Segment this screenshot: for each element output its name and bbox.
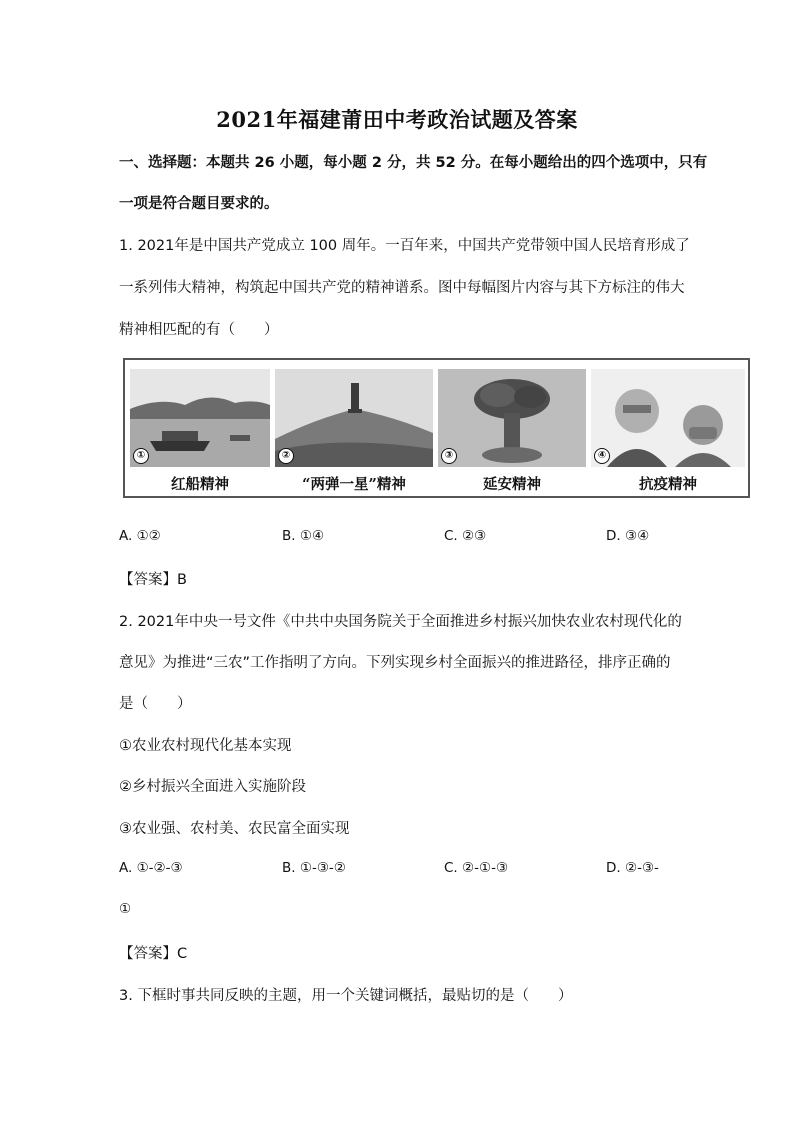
q2-answer: 【答案】C [119, 946, 188, 962]
q1-stem-line2: 一系列伟大精神，构筑起中国共产党的精神谱系。图中每幅图片内容与其下方标注的伟大 [119, 280, 685, 296]
q2-option-d-continued: ① [119, 901, 132, 917]
panel-number: ② [278, 448, 294, 464]
section-heading-line2: 一项是符合题目要求的。 [119, 196, 279, 212]
monument-image [275, 369, 433, 467]
q1-answer: 【答案】B [119, 572, 187, 588]
q1-option-d: D. ③④ [606, 528, 650, 544]
panel-caption: 抗疫精神 [639, 476, 697, 493]
q1-option-a: A. ①② [119, 528, 161, 544]
q2-item-3: ③农业强、农村美、农民富全面实现 [119, 821, 350, 837]
q2-option-c: C. ②-①-③ [444, 860, 509, 876]
q1-option-b: B. ①④ [282, 528, 325, 544]
q1-option-c: C. ②③ [444, 528, 487, 544]
q2-option-a: A. ①-②-③ [119, 860, 183, 876]
q2-item-1: ①农业农村现代化基本实现 [119, 738, 292, 754]
q3-stem-line1: 3. 下框时事共同反映的主题，用一个关键词概括，最贴切的是（ ） [119, 988, 573, 1004]
red-boat-image [130, 369, 270, 467]
q1-stem-line1: 1. 2021年是中国共产党成立 100 周年。一百年来，中国共产党带领中国人民培育形成了 [119, 238, 690, 254]
panel-number: ① [133, 448, 149, 464]
q2-stem-line2: 意见》为推进“三农”工作指明了方向。下列实现乡村全面振兴的推进路径，排序正确的 [119, 655, 671, 671]
section-heading-line1: 一、选择题：本题共 26 小题，每小题 2 分，共 52 分。在每小题给出的四个选项中，只有 [119, 155, 708, 171]
q2-item-2: ②乡村振兴全面进入实施阶段 [119, 779, 306, 795]
q2-option-d: D. ②-③- [606, 860, 659, 876]
panel-caption: 延安精神 [483, 476, 541, 493]
mushroom-cloud-image [438, 369, 586, 467]
panel-number: ③ [441, 448, 457, 464]
anti-epidemic-image [591, 369, 745, 467]
page-title: 2021年福建莆田中考政治试题及答案 [216, 107, 578, 132]
panel-number: ④ [594, 448, 610, 464]
q1-figure [123, 358, 750, 498]
panel-caption: 红船精神 [171, 476, 229, 493]
q1-stem-line3: 精神相匹配的有（ ） [119, 322, 279, 338]
q2-stem-line1: 2. 2021年中央一号文件《中共中央国务院关于全面推进乡村振兴加快农业农村现代化的 [119, 614, 682, 630]
q2-stem-line3: 是（ ） [119, 696, 192, 712]
q2-option-b: B. ①-③-② [282, 860, 346, 876]
panel-caption: “两弹一星”精神 [302, 476, 406, 493]
